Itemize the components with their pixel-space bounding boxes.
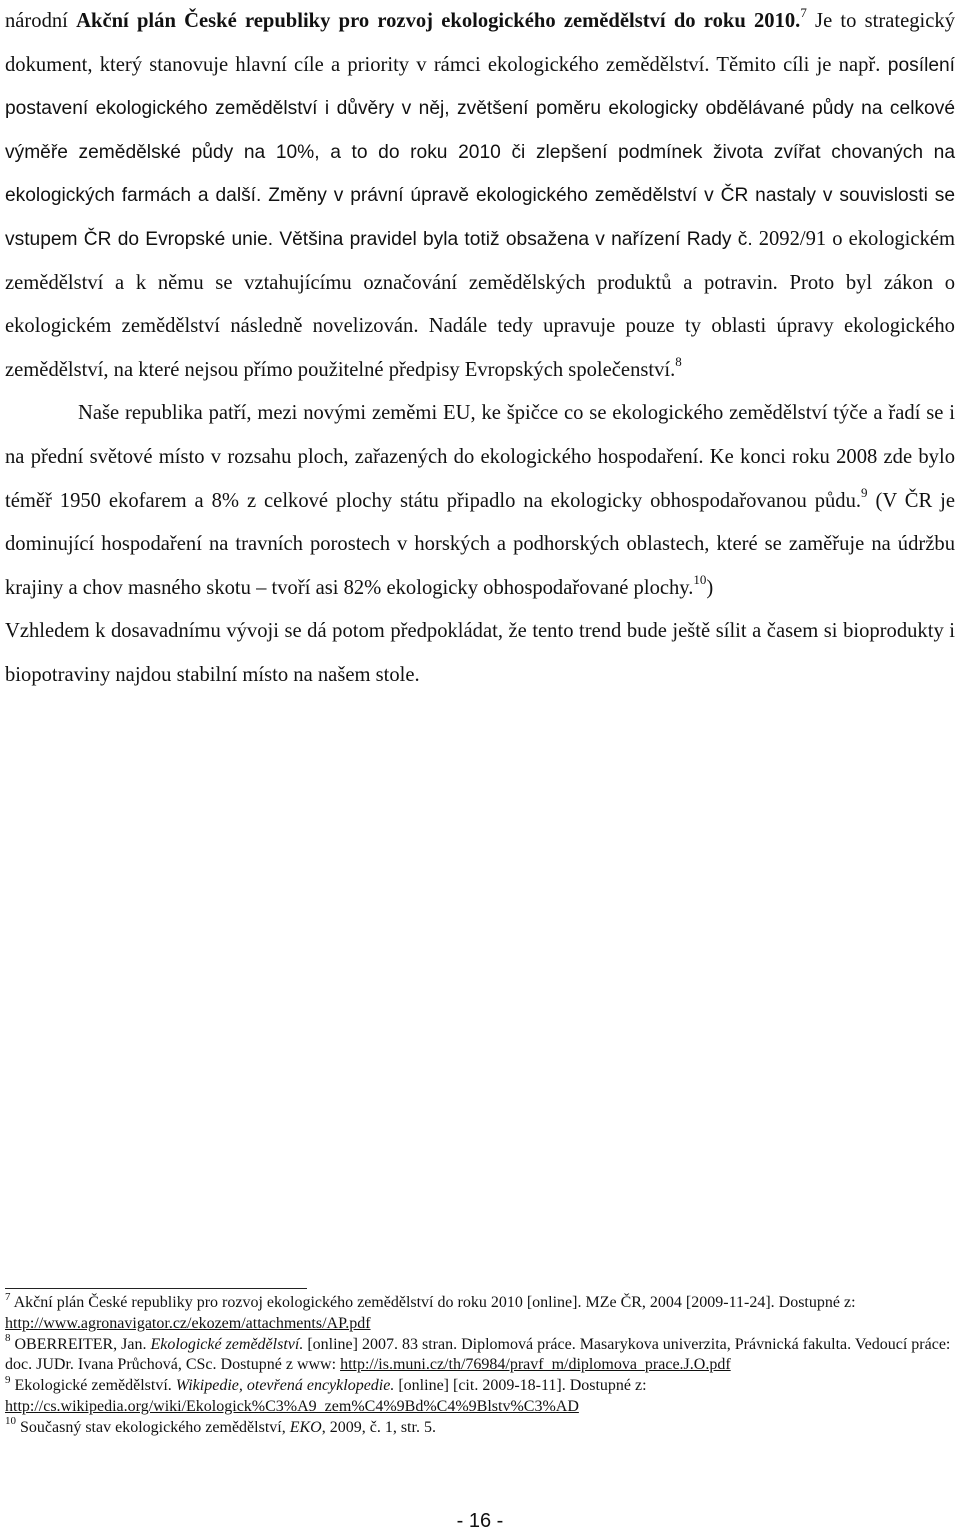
footnote-text: Akční plán České republiky pro rozvoj ekologického zemědělství do roku 2010 [online]. MZe ČR, 2004 [2009-11-24]. Dostupné z: [10, 1294, 856, 1311]
footnote-title: Wikipedie, otevřená encyklopedie. [175, 1377, 395, 1395]
footnote-10 [5, 1415, 955, 1439]
action-plan-title: Akční plán České republiky pro rozvoj ekologického zemědělství do roku 2010. [76, 10, 801, 32]
footnote-number: 8 [5, 1332, 11, 1345]
footnote-title: EKO [289, 1418, 322, 1436]
text-run: posílení postavení ekologického zemědělství i důvěry v něj, zvětšení poměru ekologicky obdělávané půdy na celkové výměře zemědělské půdy na 10%, a to do roku 2010 či zlepšení podmínek života zvířat chovaných na ekologických farmách a další. [5, 54, 955, 207]
paragraph-outlook: Vzhledem k dosavadnímu vývoji se dá potom předpokládat, že tento trend bude ještě sílit a časem si bioprodukty i biopotraviny najdou stabilní místo na našem stole. [5, 620, 955, 686]
footnote-text: Ekologické zemědělství. [10, 1377, 176, 1395]
text-run: 2092/91 o ekologickém zemědělství a k němu se vztahujícímu označování zemědělských produktů a potravin. Proto byl zákon o ekologickém zemědělství následně novelizován. [5, 227, 955, 338]
footnote-text: [online] 2007. 83 stran. Diplomová práce. Masarykova univerzita, Právnická fakulta. Vedoucí práce: doc. JUDr. Ivana Průchová, CSc. Dostupné z www: [5, 1335, 951, 1374]
footnote-text: [online] [cit. 2009-18-11]. Dostupné z: [394, 1377, 647, 1395]
footnote-number: 7 [5, 1290, 11, 1303]
text-run: Změny v právní úpravě ekologického zemědělství v ČR nastaly v souvislosti se vstupem ČR do Evropské unie. Většina pravidel byla totiž obsažena v nařízení Rady č. [5, 185, 955, 250]
footnote-text: , 2009, č. 1, str. 5. [321, 1418, 436, 1436]
text-run: Nadále tedy upravuje pouze ty oblasti úpravy ekologického zemědělství, na které nejsou přímo použitelné předpisy Evropských společenství. [5, 315, 955, 381]
body-text [5, 0, 955, 698]
page-number: - 16 - [456, 1510, 504, 1532]
paragraph-action-plan [5, 0, 955, 392]
text-run: ) [706, 576, 714, 599]
text-run: (V ČR je dominující hospodaření na travních porostech v horských a podhorských oblastech, které se zaměřuje na údržbu krajiny a chov masného skotu – tvoří asi 82% ekologicky obhospodařované plochy. [5, 489, 955, 599]
footnote-ref-8[interactable]: 8 [675, 353, 682, 369]
footnote-ref-10[interactable]: 10 [693, 571, 707, 587]
footnote-text: OBERREITER, Jan. [10, 1335, 151, 1353]
footnote-ref-9[interactable]: 9 [861, 484, 868, 500]
footnote-separator [5, 1288, 307, 1289]
footnote-7 [5, 1290, 955, 1335]
footnote-number: 10 [5, 1415, 16, 1428]
footnote-8 [5, 1332, 955, 1377]
footnote-link[interactable]: http://www.agronavigator.cz/ekozem/attachments/AP.pdf [5, 1314, 371, 1332]
text-run: národní [5, 10, 77, 32]
footnotes [5, 1290, 955, 1439]
paragraph-czech-republic [5, 392, 955, 610]
text-run: Naše republika patří, mezi novými zeměmi EU, ke špičce co se ekologického zemědělství týče a řadí se i na přední světové místo v rozsahu ploch, zařazených do ekologického hospodaření. Ke konci roku 2008 zde bylo téměř 1950 ekofarem a 8% z celkové plochy státu připadlo na ekologicky obhospodařovanou půdu. [5, 402, 955, 512]
footnote-ref-7[interactable]: 7 [800, 5, 807, 21]
footnote-9 [5, 1373, 955, 1418]
text-run: Je to strategický dokument, který stanovuje hlavní cíle a priority v rámci ekologického zemědělství. Těmito cíli je např. [5, 10, 956, 76]
footnote-link[interactable]: http://is.muni.cz/th/76984/pravf_m/diplomova_prace.J.O.pdf [340, 1356, 731, 1374]
footnote-text: Současný stav ekologického zemědělství, [16, 1418, 290, 1436]
footnote-link[interactable]: http://cs.wikipedia.org/wiki/Ekologick%C3%A9_zem%C4%9Bd%C4%9Blstv%C3%AD [5, 1397, 579, 1415]
footnote-title: Ekologické zemědělství. [150, 1335, 304, 1353]
footnote-number: 9 [5, 1373, 11, 1386]
